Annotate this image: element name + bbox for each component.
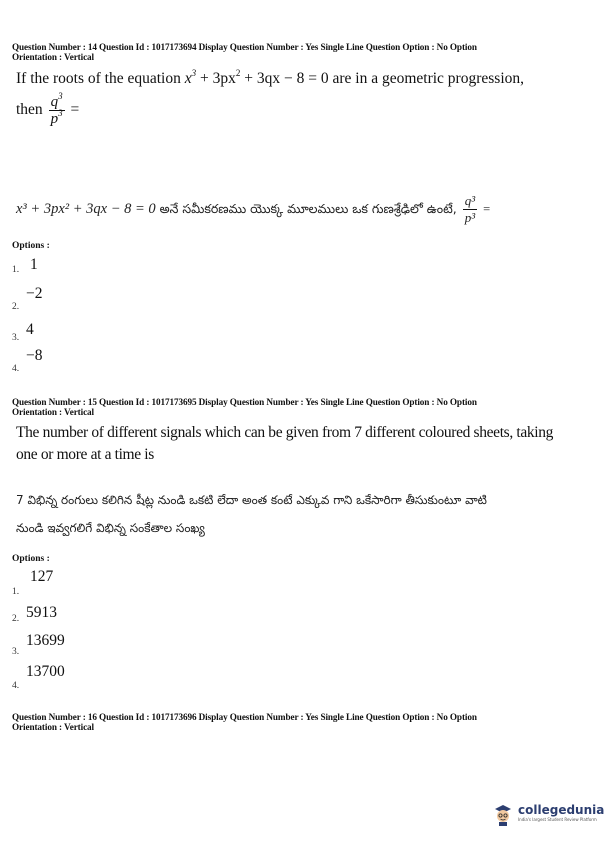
question-text-line: The number of different signals which can be given from 7 different coloured sheets, taking: [16, 424, 554, 441]
option-value: 1: [30, 256, 38, 273]
option-value: −8: [26, 347, 43, 364]
logo-name: collegedunia: [518, 802, 604, 817]
telugu-fraction: [463, 193, 477, 226]
logo-mascot-icon: [492, 800, 514, 826]
option-number: 3.: [12, 333, 20, 343]
question-text: are in a geometric progression,: [332, 70, 525, 87]
exponent: 3: [58, 108, 63, 118]
question-meta-line: Question Number : 16 Question Id : 1017173696 Display Question Number : Yes Single Line Question Option : No Option: [12, 712, 477, 722]
option-number: 2.: [12, 614, 20, 624]
question-16-meta: [12, 712, 477, 732]
question-15-meta: [12, 397, 477, 417]
question-14-text: [16, 68, 524, 90]
option-value: 13699: [26, 632, 65, 649]
question-meta-line: Question Number : 14 Question Id : 1017173694 Display Question Number : Yes Single Line Question Option : No Option: [12, 42, 477, 52]
option-number: 3.: [12, 647, 20, 657]
telugu-text-line: నుండి ఇవ్వగలిగే విభిన్న సంకేతాల సంఖ్య: [16, 521, 205, 535]
telugu-text: అనే సమీకరణము యొక్క మూలములు ఒక గుణశ్రేఢిలో ఉంటే,: [159, 201, 457, 216]
fraction-denominator: p³: [464, 210, 476, 225]
then-label: then: [16, 101, 43, 119]
option-value: 5913: [26, 604, 57, 621]
fraction-numerator: q³: [464, 193, 476, 208]
fraction-denominator: [49, 108, 65, 127]
question-14-meta: [12, 42, 477, 62]
collegedunia-logo: [492, 800, 604, 826]
question-15-telugu: [16, 486, 591, 542]
question-orientation: Orientation : Vertical: [12, 52, 95, 62]
var-x: x: [184, 70, 192, 87]
question-orientation: Orientation : Vertical: [12, 407, 95, 417]
term: + 3: [240, 70, 265, 87]
option-value: −2: [26, 285, 43, 302]
question-orientation: Orientation : Vertical: [12, 722, 95, 732]
var-px: px: [220, 70, 236, 87]
question-text: If the roots of the equation: [16, 70, 181, 87]
term: − 8 = 0: [280, 70, 329, 87]
telugu-text-line: 7 విభిన్న రంగులు కలిగిన షీట్ల నుండి ఒకటి లేదా అంత కంటే ఎక్కువ గాని ఒకేసారిగా తీసుకుంటూ వాటి: [16, 493, 487, 507]
option-value: 13700: [26, 663, 65, 680]
var-q: q: [50, 94, 59, 110]
exponent: 3: [191, 68, 197, 78]
equation: [185, 70, 196, 87]
term: + 3: [196, 70, 221, 87]
exponent: 3: [58, 91, 63, 101]
fraction: [49, 91, 65, 127]
option-value: 127: [30, 568, 54, 585]
option-number: 4.: [12, 681, 20, 691]
option-number: 4.: [12, 364, 20, 374]
question-14-telugu: [16, 193, 490, 226]
options-label: Options :: [12, 241, 50, 251]
option-value: 4: [26, 321, 34, 338]
question-14-then: [16, 91, 80, 127]
logo-tagline: India's largest Student Review Platform: [518, 816, 597, 822]
option-number: 1.: [12, 587, 20, 597]
equals-sign: =: [70, 101, 80, 119]
telugu-equation: x³ + 3px² + 3qx − 8 = 0: [16, 201, 156, 217]
option-number: 1.: [12, 265, 20, 275]
options-label: Options :: [12, 554, 50, 564]
question-meta-line: Question Number : 15 Question Id : 1017173695 Display Question Number : Yes Single Line Question Option : No Option: [12, 397, 477, 407]
var-qx: qx: [264, 70, 281, 87]
option-number: 2.: [12, 302, 20, 312]
var-p: p: [50, 111, 59, 127]
question-15-text: [16, 422, 586, 466]
question-text-line: one or more at a time is: [16, 446, 154, 463]
equals-sign: =: [483, 202, 491, 216]
exponent: 2: [235, 68, 241, 78]
